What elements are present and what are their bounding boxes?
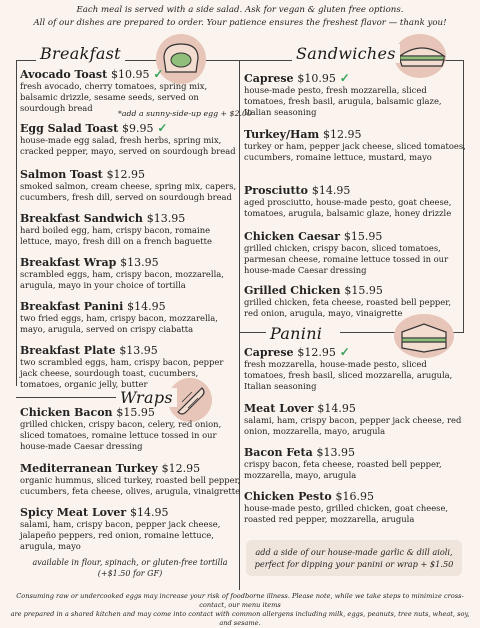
item-price: $15.95: [116, 406, 155, 419]
menu-item: [244, 184, 466, 219]
menu-item: [244, 446, 466, 481]
item-description: house-made pesto, grilled chicken, goat cheese, roasted red pepper, mozzarella, arugula: [244, 503, 449, 524]
item-name: Spicy Meat Lover: [20, 506, 127, 519]
item-description: house-made pesto, fresh mozzarella, sliced tomatoes, fresh basil, arugula, balsamic glaze, Italian seasoning: [244, 85, 442, 117]
wraps-note-line-2: (+$1.50 for GF): [97, 569, 163, 578]
menu-item: [20, 168, 242, 203]
leaf-icon: ✓: [339, 71, 350, 85]
item-price: $9.95: [122, 122, 154, 135]
footer-line-2: are prepared in a shared kitchen and may come into contact with common allergens including milk, eggs, peanuts, tree nuts, wheat, soy, and sesame.: [10, 610, 470, 627]
item-name: Breakfast Sandwich: [20, 212, 143, 225]
item-price: $12.95: [323, 128, 362, 141]
item-name: Meat Lover: [244, 402, 314, 415]
menu-item: [244, 72, 466, 118]
menu-item: [20, 212, 242, 247]
item-price: $13.95: [316, 446, 356, 459]
wraps-tortilla-note: [20, 557, 240, 579]
sandwich-icon: [396, 42, 448, 68]
item-name: Chicken Pesto: [244, 490, 332, 503]
item-description: grilled chicken, crispy bacon, celery, red onion, sliced tomatoes, romaine lettuce tossed in our house-made Caesar dressing: [20, 419, 222, 451]
menu-item: [244, 230, 466, 276]
item-description: salami, ham, crispy bacon, pepper jack cheese, red onion, mozzarella, mayo, arugula: [244, 415, 462, 436]
item-description: two scrambled eggs, ham, crispy bacon, pepper jack cheese, sourdough toast, cucumbers, tomatoes, organic jelly, butter: [20, 357, 224, 389]
item-name: Egg Salad Toast: [20, 122, 119, 135]
menu-item: [20, 506, 242, 552]
item-price: $12.95: [161, 462, 201, 475]
menu-item: [244, 402, 466, 437]
item-price: $10.95: [297, 72, 336, 85]
item-price: $14.95: [311, 184, 351, 197]
item-description: house-made egg salad, fresh herbs, spring mix, cracked pepper, mayo, served on sourdough bread: [20, 135, 236, 156]
item-description: fresh avocado, cherry tomatoes, spring mix, balsamic drizzle, sesame seeds, served on sourdough bread: [20, 81, 208, 113]
menu-item: [20, 406, 242, 452]
allergen-disclaimer: [8, 592, 472, 628]
menu-item: [244, 490, 466, 525]
item-price: $12.95: [106, 168, 146, 181]
menu-item: [20, 256, 242, 291]
item-description: smoked salmon, cream cheese, spring mix, capers, cucumbers, fresh dill, served on sourdough bread: [20, 181, 237, 202]
aioli-line-2: perfect for dipping your panini or wrap + $1.50: [254, 559, 454, 569]
item-description: two fried eggs, ham, crispy bacon, mozzarella, mayo, arugula, served on crispy ciabatta: [20, 313, 218, 334]
item-price: $15.95: [343, 230, 383, 243]
menu-item: [20, 344, 242, 390]
item-name: Avocado Toast: [20, 68, 108, 81]
item-description: fresh mozzarella, house-made pesto, sliced tomatoes, fresh basil, sliced mozzarella, arugula, Italian seasoning: [244, 359, 453, 391]
item-price: $15.95: [344, 284, 383, 297]
breakfast-title: Breakfast: [36, 44, 125, 63]
item-price: $12.95: [297, 346, 336, 359]
item-name: Turkey/Ham: [244, 128, 320, 141]
leaf-icon: ✓: [153, 67, 164, 81]
item-description: grilled chicken, feta cheese, roasted bell pepper, red onion, arugula, mayo, vinaigrette: [244, 297, 451, 318]
item-price: $14.95: [127, 300, 166, 313]
panini-title: Panini: [266, 324, 326, 343]
panini-divider-left: [239, 332, 269, 333]
item-name: Chicken Bacon: [20, 406, 113, 419]
item-name: Caprese: [244, 346, 294, 359]
intro-line-1: Each meal is served with a side salad. Ask for vegan & gluten free options.: [76, 5, 404, 15]
menu-item: [20, 462, 242, 497]
item-description: hard boiled egg, ham, crispy bacon, romaine lettuce, mayo, fresh dill on a french baguette: [20, 225, 212, 246]
item-description: turkey or ham, pepper jack cheese, sliced tomatoes, cucumbers, romaine lettuce, mustard, mayo: [244, 141, 466, 162]
item-name: Breakfast Plate: [20, 344, 116, 357]
item-price: $13.95: [120, 256, 159, 269]
item-price: $13.95: [119, 344, 158, 357]
menu-item: [244, 128, 466, 163]
item-price: $16.95: [335, 490, 375, 503]
item-name: Bacon Feta: [244, 446, 313, 459]
item-name: Grilled Chicken: [244, 284, 341, 297]
menu-item: [244, 346, 466, 392]
wraps-note-line-1: available in flour, spinach, or gluten-free tortilla: [32, 558, 228, 567]
item-description: scrambled eggs, ham, crispy bacon, mozzarella, arugula, mayo in your choice of tortilla: [20, 269, 224, 290]
intro-line-2: All of our dishes are prepared to order. Your patience ensures the freshest flavor — thank you!: [33, 18, 447, 28]
aioli-line-1: add a side of our house-made garlic & dill aioli,: [255, 547, 453, 557]
leaf-icon: ✓: [157, 121, 168, 135]
menu-item: [20, 300, 242, 335]
leaf-icon: ✓: [339, 345, 350, 359]
intro-text: [0, 4, 480, 30]
menu-item: [20, 68, 242, 114]
item-name: Chicken Caesar: [244, 230, 341, 243]
item-description: organic hummus, sliced turkey, roasted bell pepper, cucumbers, feta cheese, olives, arugula, vinaigrette: [20, 475, 241, 496]
item-price: $14.95: [130, 506, 169, 519]
item-name: Breakfast Wrap: [20, 256, 117, 269]
item-name: Caprese: [244, 72, 294, 85]
sandwiches-title: Sandwiches: [292, 44, 400, 63]
item-price: $14.95: [317, 402, 356, 415]
item-description: salami, ham, crispy bacon, pepper jack cheese, jalapeño peppers, red onion, romaine lettuce, arugula, mayo: [20, 519, 221, 551]
item-description: aged prosciutto, house-made pesto, goat cheese, tomatoes, arugula, balsamic glaze, honey drizzle: [244, 197, 452, 218]
sunny-egg-note: *add a sunny-side-up egg + $2.00: [118, 109, 252, 118]
item-description: crispy bacon, feta cheese, roasted bell pepper, mozzarella, mayo, arugula: [244, 459, 442, 480]
menu-item: [244, 284, 466, 319]
aioli-note: [246, 540, 462, 576]
footer-line-1: Consuming raw or undercooked eggs may increase your risk of foodborne illness. Please note, while we take steps to minimize cross-contact, our menu items: [16, 592, 464, 609]
item-description: grilled chicken, crispy bacon, sliced tomatoes, parmesan cheese, romaine lettuce tossed in our house-made Caesar dressing: [244, 243, 449, 275]
item-name: Mediterranean Turkey: [20, 462, 158, 475]
item-name: Salmon Toast: [20, 168, 103, 181]
menu-item: [20, 122, 242, 157]
item-name: Breakfast Panini: [20, 300, 124, 313]
item-price: $13.95: [146, 212, 186, 225]
wraps-title: Wraps: [116, 388, 177, 407]
item-name: Prosciutto: [244, 184, 308, 197]
item-price: $10.95: [111, 68, 150, 81]
